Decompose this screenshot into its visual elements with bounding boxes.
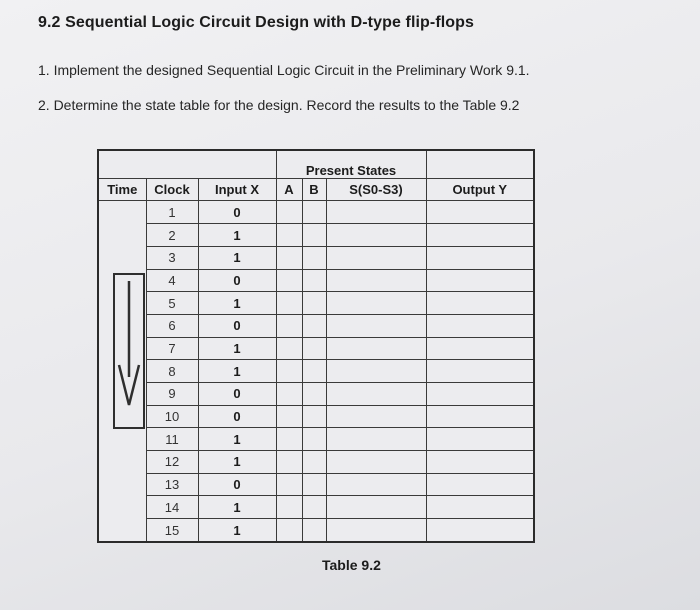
b-cell xyxy=(302,224,326,247)
input-x-cell: 1 xyxy=(198,451,276,474)
output-y-cell xyxy=(426,246,534,269)
table-row xyxy=(98,473,534,496)
input-x-cell: 1 xyxy=(198,428,276,451)
state-cell xyxy=(326,428,426,451)
a-cell xyxy=(276,201,302,224)
clock-cell: 13 xyxy=(146,473,198,496)
input-x-cell: 0 xyxy=(198,314,276,337)
output-y-cell xyxy=(426,360,534,383)
b-cell xyxy=(302,382,326,405)
input-x-cell: 1 xyxy=(198,292,276,315)
clock-cell: 8 xyxy=(146,360,198,383)
a-cell xyxy=(276,519,302,542)
output-y-cell xyxy=(426,473,534,496)
table-row xyxy=(98,405,534,428)
clock-cell: 14 xyxy=(146,496,198,519)
present-states-header: Present States xyxy=(276,150,426,179)
input-x-cell: 0 xyxy=(198,382,276,405)
b-cell xyxy=(302,314,326,337)
a-cell xyxy=(276,451,302,474)
state-cell xyxy=(326,405,426,428)
col-clock: Clock xyxy=(146,179,198,201)
input-x-cell: 0 xyxy=(198,405,276,428)
state-cell xyxy=(326,451,426,474)
input-x-cell: 1 xyxy=(198,337,276,360)
table-row xyxy=(98,519,534,542)
output-y-cell xyxy=(426,201,534,224)
input-x-cell: 1 xyxy=(198,224,276,247)
state-cell xyxy=(326,496,426,519)
clock-cell: 5 xyxy=(146,292,198,315)
state-cell xyxy=(326,337,426,360)
output-y-cell xyxy=(426,314,534,337)
clock-cell: 10 xyxy=(146,405,198,428)
a-cell xyxy=(276,496,302,519)
input-x-cell: 1 xyxy=(198,360,276,383)
b-cell xyxy=(302,292,326,315)
col-a: A xyxy=(276,179,302,201)
clock-cell: 12 xyxy=(146,451,198,474)
clock-cell: 11 xyxy=(146,428,198,451)
state-cell xyxy=(326,314,426,337)
b-cell xyxy=(302,246,326,269)
clock-cell: 6 xyxy=(146,314,198,337)
table-row xyxy=(98,451,534,474)
b-cell xyxy=(302,405,326,428)
col-output-y: Output Y xyxy=(426,179,534,201)
b-cell xyxy=(302,519,326,542)
a-cell xyxy=(276,224,302,247)
b-cell xyxy=(302,451,326,474)
output-y-cell xyxy=(426,428,534,451)
input-x-cell: 1 xyxy=(198,496,276,519)
output-y-cell xyxy=(426,451,534,474)
input-x-cell: 1 xyxy=(198,519,276,542)
clock-cell: 9 xyxy=(146,382,198,405)
time-direction-arrow xyxy=(113,273,145,429)
table-row xyxy=(98,292,534,315)
state-cell xyxy=(326,246,426,269)
b-cell xyxy=(302,496,326,519)
a-cell xyxy=(276,473,302,496)
output-top-blank xyxy=(426,150,534,179)
a-cell xyxy=(276,246,302,269)
table-row xyxy=(98,496,534,519)
table-row xyxy=(98,269,534,292)
a-cell xyxy=(276,269,302,292)
state-cell xyxy=(326,269,426,292)
b-cell xyxy=(302,360,326,383)
clock-cell: 15 xyxy=(146,519,198,542)
table-row xyxy=(98,337,534,360)
col-b: B xyxy=(302,179,326,201)
input-x-cell: 0 xyxy=(198,473,276,496)
clock-cell: 1 xyxy=(146,201,198,224)
col-time: Time xyxy=(98,179,146,201)
a-cell xyxy=(276,360,302,383)
state-cell xyxy=(326,201,426,224)
output-y-cell xyxy=(426,292,534,315)
b-cell xyxy=(302,473,326,496)
col-input-x: Input X xyxy=(198,179,276,201)
b-cell xyxy=(302,337,326,360)
instruction-1: 1. Implement the designed Sequential Logic Circuit in the Preliminary Work 9.1. xyxy=(38,62,530,78)
input-x-cell: 0 xyxy=(198,269,276,292)
state-cell xyxy=(326,473,426,496)
output-y-cell xyxy=(426,337,534,360)
instruction-2: 2. Determine the state table for the design. Record the results to the Table 9.2 xyxy=(38,97,520,113)
a-cell xyxy=(276,314,302,337)
output-y-cell xyxy=(426,269,534,292)
table-row xyxy=(98,360,534,383)
input-x-cell: 0 xyxy=(198,201,276,224)
b-cell xyxy=(302,269,326,292)
table-row xyxy=(98,224,534,247)
a-cell xyxy=(276,337,302,360)
output-y-cell xyxy=(426,405,534,428)
state-table xyxy=(97,149,533,543)
output-y-cell xyxy=(426,496,534,519)
a-cell xyxy=(276,292,302,315)
time-cell xyxy=(98,201,146,542)
state-cell xyxy=(326,224,426,247)
section-heading: 9.2 Sequential Logic Circuit Design with D-type flip-flops xyxy=(38,14,475,31)
arrow-down-icon xyxy=(117,277,141,427)
a-cell xyxy=(276,405,302,428)
output-y-cell xyxy=(426,224,534,247)
clock-cell: 4 xyxy=(146,269,198,292)
a-cell xyxy=(276,382,302,405)
a-cell xyxy=(276,428,302,451)
table-row xyxy=(98,201,534,224)
clock-cell: 3 xyxy=(146,246,198,269)
state-cell xyxy=(326,382,426,405)
state-cell xyxy=(326,292,426,315)
output-y-cell xyxy=(426,519,534,542)
table-row xyxy=(98,314,534,337)
input-x-cell: 1 xyxy=(198,246,276,269)
table-caption: Table 9.2 xyxy=(322,557,381,573)
state-cell xyxy=(326,519,426,542)
table-top-blank xyxy=(98,150,276,179)
b-cell xyxy=(302,201,326,224)
table-row xyxy=(98,382,534,405)
table-row xyxy=(98,428,534,451)
output-y-cell xyxy=(426,382,534,405)
clock-cell: 2 xyxy=(146,224,198,247)
b-cell xyxy=(302,428,326,451)
clock-cell: 7 xyxy=(146,337,198,360)
state-cell xyxy=(326,360,426,383)
col-state: S(S0-S3) xyxy=(326,179,426,201)
table-row xyxy=(98,246,534,269)
